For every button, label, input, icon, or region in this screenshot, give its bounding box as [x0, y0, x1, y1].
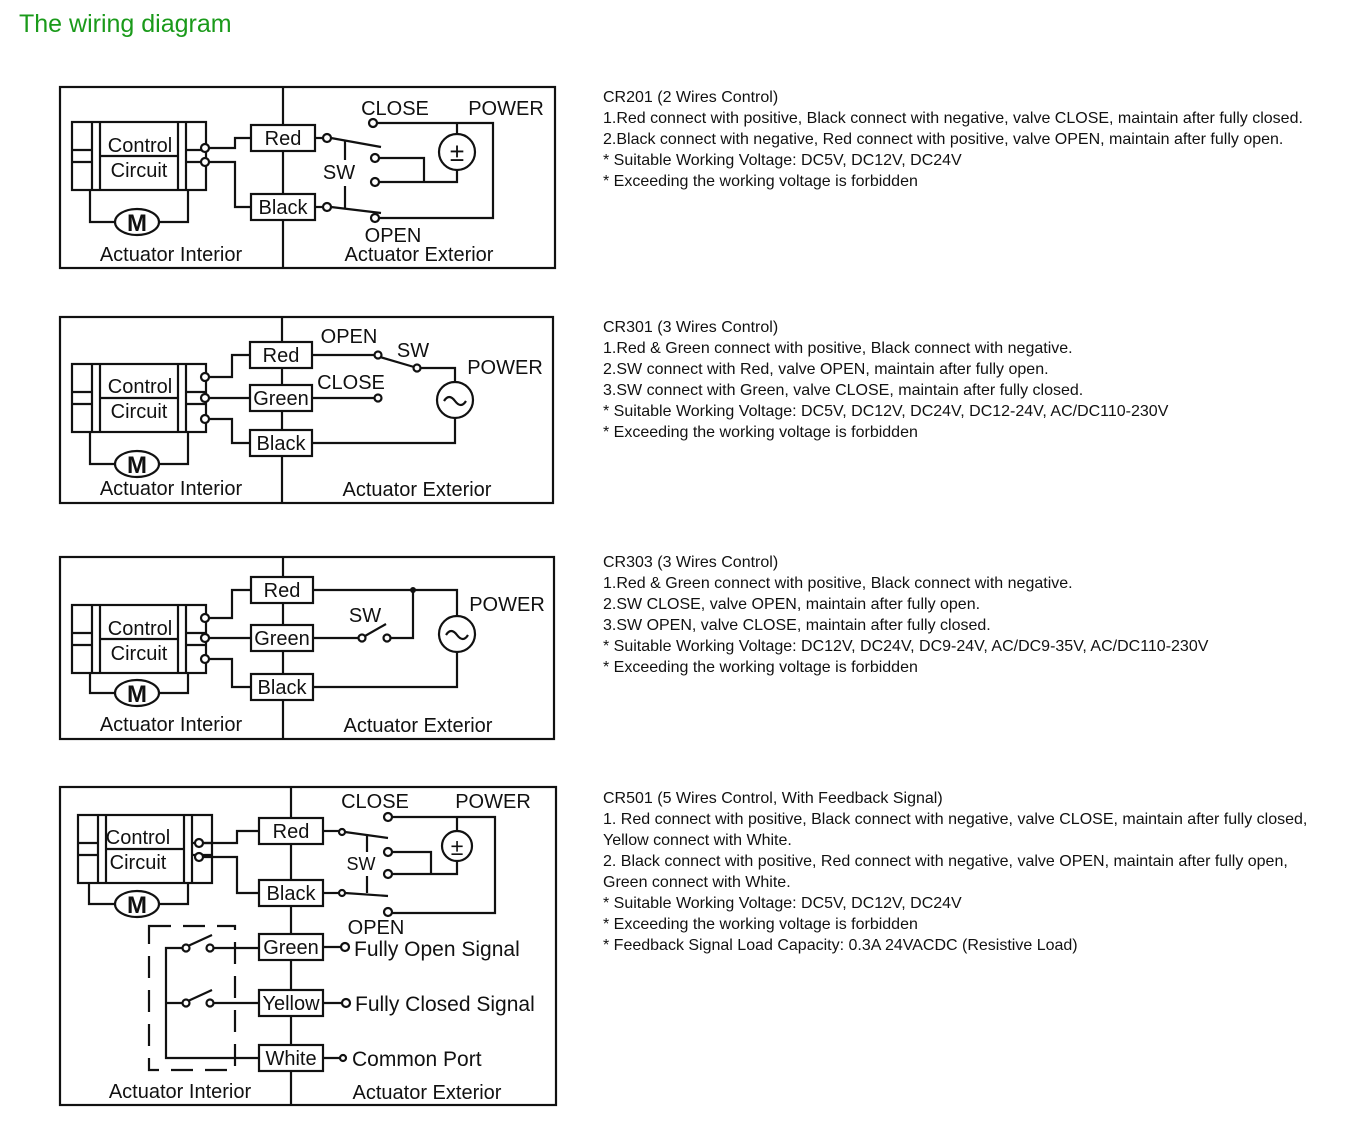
- wire-black: Black: [257, 677, 307, 699]
- section-line: 1.Red connect with positive, Black connect with negative, valve CLOSE, maintain after fully closed.: [603, 110, 1303, 127]
- wire-green: Green: [254, 628, 310, 650]
- open-label: OPEN: [320, 326, 378, 348]
- section-line: 3.SW connect with Green, valve CLOSE, maintain after fully closed.: [603, 382, 1084, 399]
- motor-label: M: [127, 681, 147, 708]
- section-line: * Suitable Working Voltage: DC12V, DC24V, DC9-24V, AC/DC9-35V, AC/DC110-230V: [603, 638, 1209, 655]
- open-label: OPEN: [347, 917, 405, 939]
- section-line: 2.SW CLOSE, valve OPEN, maintain after fully open.: [603, 596, 981, 613]
- common-port-label: Common Port: [352, 1048, 482, 1071]
- section-cr303: [603, 552, 1208, 678]
- wire-red: Red: [272, 821, 310, 843]
- switch-label: SW: [322, 162, 356, 184]
- wire-white: White: [265, 1048, 317, 1070]
- wire-black: Black: [266, 883, 316, 905]
- circuit-label: Circuit: [109, 852, 167, 874]
- section-heading: CR301 (3 Wires Control): [603, 319, 779, 336]
- section-line: * Exceeding the working voltage is forbidden: [603, 659, 918, 676]
- control-label: Control: [107, 135, 173, 157]
- fully-closed-signal-label: Fully Closed Signal: [355, 993, 535, 1016]
- section-heading: CR303 (3 Wires Control): [603, 554, 779, 571]
- close-label: CLOSE: [317, 372, 385, 394]
- interior-label: Actuator Interior: [99, 244, 243, 266]
- circuit-label: Circuit: [110, 643, 168, 665]
- dc-symbol: ±: [449, 137, 465, 167]
- section-line: 1.Red & Green connect with positive, Black connect with negative.: [603, 340, 1073, 357]
- open-label: OPEN: [364, 225, 422, 247]
- section-line: 2.Black connect with negative, Red connect with positive, valve OPEN, maintain after fully open.: [603, 131, 1284, 148]
- section-line: * Exceeding the working voltage is forbidden: [603, 916, 918, 933]
- fully-open-signal-label: Fully Open Signal: [354, 938, 520, 961]
- wire-red: Red: [264, 128, 302, 150]
- close-label: CLOSE: [361, 98, 429, 120]
- section-line: * Exceeding the working voltage is forbidden: [603, 173, 918, 190]
- power-label: POWER: [469, 594, 545, 616]
- section-line: Green connect with White.: [603, 874, 791, 891]
- section-cr301: [603, 317, 1168, 443]
- motor-label: M: [127, 452, 147, 479]
- wire-black: Black: [258, 197, 308, 219]
- exterior-label: Actuator Exterior: [352, 1082, 502, 1104]
- section-heading: CR201 (2 Wires Control): [603, 89, 779, 106]
- switch-label: SW: [396, 340, 430, 362]
- section-cr201: [603, 87, 1303, 192]
- section-line: * Suitable Working Voltage: DC5V, DC12V, DC24V: [603, 152, 962, 169]
- section-heading: CR501 (5 Wires Control, With Feedback Signal): [603, 790, 943, 807]
- exterior-label: Actuator Exterior: [344, 244, 494, 266]
- section-line: * Suitable Working Voltage: DC5V, DC12V, DC24V: [603, 895, 962, 912]
- control-label: Control: [107, 618, 173, 640]
- diagram-cr201: [60, 87, 555, 268]
- interior-label: Actuator Interior: [108, 1081, 252, 1103]
- power-label: POWER: [468, 98, 544, 120]
- wire-red: Red: [262, 345, 300, 367]
- exterior-label: Actuator Exterior: [343, 715, 493, 737]
- page-title: The wiring diagram: [19, 10, 232, 38]
- section-line: 2. Black connect with positive, Red connect with negative, valve OPEN, maintain after fully open,: [603, 853, 1288, 870]
- wire-yellow: Yellow: [262, 993, 320, 1015]
- section-line: * Feedback Signal Load Capacity: 0.3A 24VACDC (Resistive Load): [603, 937, 1078, 954]
- switch-label: SW: [346, 854, 376, 874]
- wire-green: Green: [263, 937, 319, 959]
- circuit-label: Circuit: [110, 401, 168, 423]
- power-label: POWER: [467, 357, 543, 379]
- dc-symbol: ±: [450, 834, 464, 860]
- control-label: Control: [105, 827, 171, 849]
- close-label: CLOSE: [341, 791, 409, 813]
- wiring-diagrams: [0, 0, 560, 1127]
- section-cr501: [603, 788, 1307, 956]
- section-line: 3.SW OPEN, valve CLOSE, maintain after fully closed.: [603, 617, 991, 634]
- diagram-cr301: [60, 317, 553, 503]
- diagram-cr303: [60, 557, 554, 739]
- section-line: Yellow connect with White.: [603, 832, 792, 849]
- section-line: * Suitable Working Voltage: DC5V, DC12V, DC24V, DC12-24V, AC/DC110-230V: [603, 403, 1169, 420]
- section-line: 2.SW connect with Red, valve OPEN, maintain after fully open.: [603, 361, 1049, 378]
- wire-black: Black: [256, 433, 306, 455]
- interior-label: Actuator Interior: [99, 714, 243, 736]
- wire-green: Green: [253, 388, 309, 410]
- section-line: 1.Red & Green connect with positive, Black connect with negative.: [603, 575, 1073, 592]
- section-line: 1. Red connect with positive, Black connect with negative, valve CLOSE, maintain after fully closed,: [603, 811, 1308, 828]
- circuit-label: Circuit: [110, 160, 168, 182]
- switch-label: SW: [348, 605, 382, 627]
- wire-red: Red: [263, 580, 301, 602]
- section-line: * Exceeding the working voltage is forbidden: [603, 424, 918, 441]
- power-label: POWER: [455, 791, 531, 813]
- diagram-cr501: [60, 787, 556, 1105]
- control-label: Control: [107, 376, 173, 398]
- motor-label: M: [127, 210, 147, 237]
- interior-label: Actuator Interior: [99, 478, 243, 500]
- motor-label: M: [127, 892, 147, 919]
- exterior-label: Actuator Exterior: [342, 479, 492, 501]
